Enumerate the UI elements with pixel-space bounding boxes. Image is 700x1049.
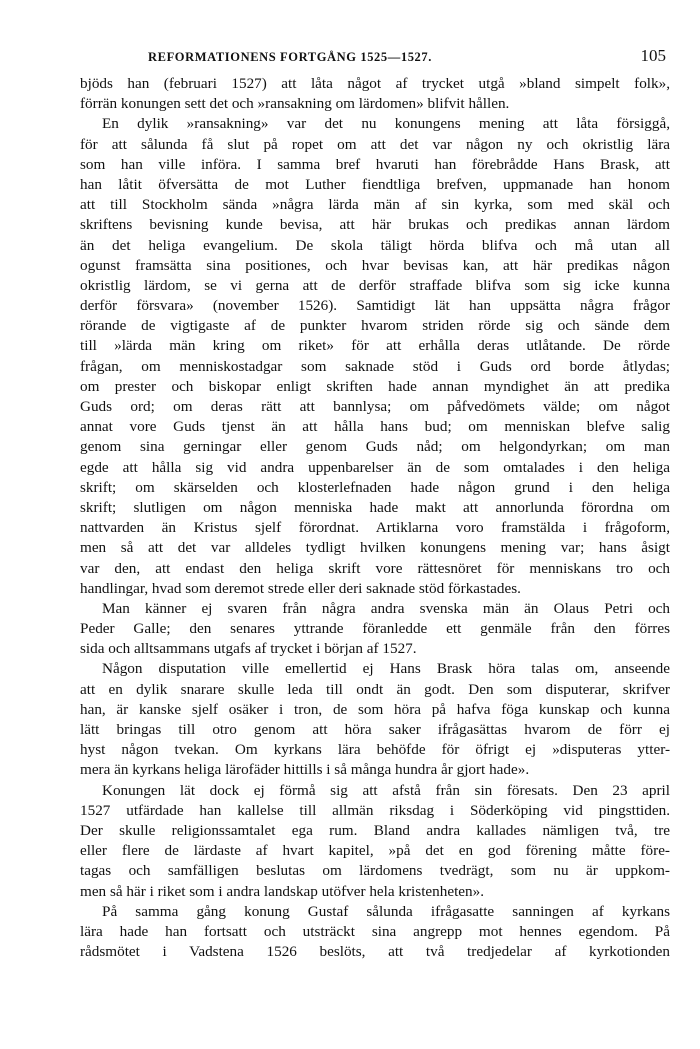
text-line: för att sålunda få slut på ropet om att det var någon ny och okristlig lära [80,135,670,153]
text-line: Guds ord; om deras rätt att bannlysa; om påfvedömets välde; om något [80,398,670,415]
text-line: om prester och biskopar enligt skriften hade annan myndighet än att predika [80,377,670,395]
text-line: frågan, om menniskostadgar som saknade stöd i Guds ord borde åtlydas; [80,357,670,375]
text-line: Man känner ej svaren från några andra svenska män än Olaus Petri och [102,599,670,617]
text-line: En dylik »ransakning» var det nu konungens mening att låta försiggå, [102,115,670,133]
text-line: att till Stockholm sända »några lärda män af sin kyrka, som med skäl och [80,196,670,214]
text-line: rörande de vigtigaste af de punkter hvarom striden rörde sig och sände dem [80,317,670,335]
page-number: 105 [640,46,666,65]
text-line: Der skulle religionssamtalet ega rum. Bland andra kallades nämligen två, tre [80,821,670,839]
text-line: genom sina gerningar eller genom Guds nåd; om helgondyrkan; om man [80,438,670,456]
text-line: bjöds han (februari 1527) att låta något af trycket utgå »bland simpelt folk», [80,75,670,92]
running-head [86,46,666,68]
text-line: än det heliga evangelium. De skola täligt hörda blifva och må utan all [80,236,670,254]
text-line: lära hade han fortsatt och utsträckt sina angrepp mot hennes egendom. På [80,922,670,940]
body-text [80,74,670,962]
text-line: okristlig lärdom, se vi gerna att de derför straffade blifva som sig icke kunna [80,276,670,294]
text-line: På samma gång konung Gustaf sålunda ifrågasatte sanningen af kyrkans [102,902,670,920]
text-line: men så här i riket som i andra landskap utöfver hela kristenheten». [80,882,485,900]
text-line: handlingar, hvad som deremot strede eller deri saknade stöd förkastades. [80,579,521,597]
text-line: skriftens bevisning kunde bevisa, att här brukas och predikas annan lärdom [80,216,670,234]
text-line: ogunst framsätta sina positiones, och hvar bevisas kan, att här predikas någon [80,256,670,274]
text-line: eller flere de lärdaste af hvart kapitel, »på det en god förening måtte före- [80,842,670,860]
text-line: skrift; slutligen om någon menniska hade makt att annorlunda förordna om [80,498,670,516]
running-title: REFORMATIONENS FORTGÅNG 1525—1527. [148,50,432,64]
text-line: 1527 utfärdade han kallelse till allmän riksdag i Söderköping vid pingsttiden. [80,801,670,819]
text-line: var den, att endast den heliga skrift vore rättesnöret för menniskans tro och [80,559,670,577]
text-line: Konungen lät dock ej förmå sig att afstå från sin föresats. Den 23 april [102,781,670,799]
text-line: sida och alltsammans utgafs af trycket i början af 1527. [80,640,417,658]
text-line: mera än kyrkans heliga lärofäder hittills i så många hundra år gjort hade». [80,761,530,779]
text-line: rådsmötet i Vadstena 1526 beslöts, att två tredjedelar af kyrkotionden [80,943,670,961]
text-line: till »lärda män kring om riket» för att erhålla deras utlåtande. De rörde [80,337,670,355]
text-line: annat vore Guds tjenst än att hålla hans bud; om menniskan blefve salig [80,418,670,436]
text-line: förrän konungen sett det och »ransakning om lärdomen» blifvit hållen. [80,95,510,113]
text-line: tagas och samfälligen beslutas om lärdomens tvedrägt, som nu är uppkom- [80,862,670,880]
text-line: Peder Galle; den senares yttrande föranledde ett genmäle från den förres [80,620,670,638]
text-line: derför försvara» (november 1526). Samtidigt lät han uppsätta några frågor [80,297,670,315]
text-line: nattvarden än Kristus sjelf förordnat. Artiklarna voro framstälda i frågoform, [80,519,670,537]
text-line: att en dylik snarare skulle leda till ondt än godt. Den som disputerar, skrifver [80,680,670,698]
text-line: egde att hålla sig vid andra uppenbarelser än de som omtalades i den heliga [80,458,670,476]
text-line: Någon disputation ville emellertid ej Hans Brask höra talas om, anseende [102,660,670,678]
text-line: hyst någon tvekan. Om kyrkans lära behöfde för öfrigt ej »disputeras ytter- [80,741,670,759]
text-line: skrift; om skärselden och klosterlefnaden hade någon grund i den heliga [80,478,670,496]
text-line: men så att det var alldeles tydligt hvilken konungens mening var; hans åsigt [80,539,670,557]
text-line: han, är kanske sjelf osäker i tron, de som höra på hafva föga kunskap och kunna [80,700,670,718]
text-line: lätt bringas till otro genom att höra saker ifrågasättas hvarom de förr ej [80,721,670,738]
text-line: som han ville införa. I samma bref hvaruti han förebrådde Hans Brask, att [80,155,670,173]
text-line: han låtit öfversätta de mot Luther fiendtliga brefven, uppmanade han honom [80,175,670,193]
